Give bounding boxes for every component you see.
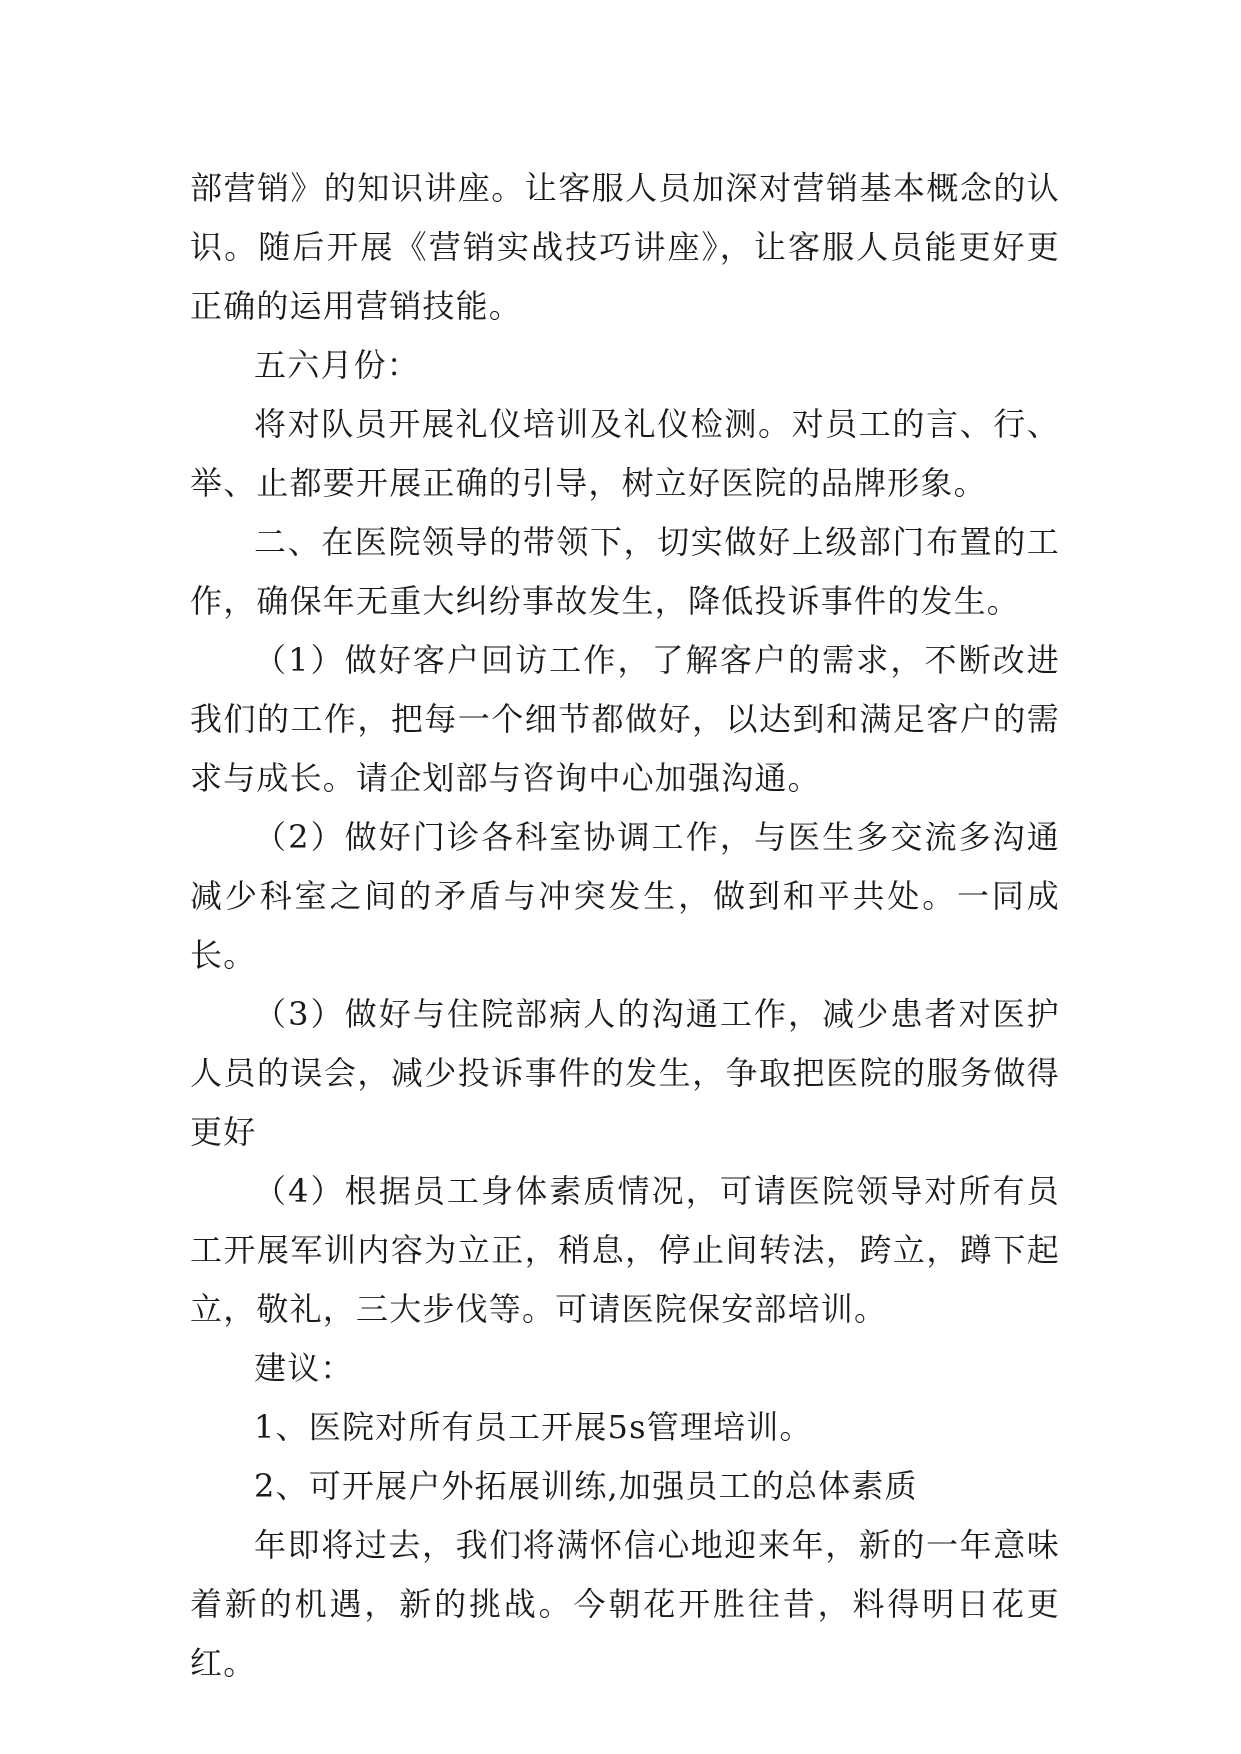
paragraph-item-1: （1）做好客户回访工作，了解客户的需求，不断改进我们的工作，把每一个细节都做好，以达到和满足客户的需求与成长。请企划部与咨询中心加强沟通。 — [190, 641, 1060, 797]
paragraph-item-2: （2）做好门诊各科室协调工作，与医生多交流多沟通减少科室之间的矛盾与冲突发生，做到和平共处。一同成长。 — [190, 818, 1060, 974]
paragraph-suggestions-heading: 建议： — [254, 1349, 354, 1387]
paragraph-marketing-lectures: 部营销》的知识讲座。让客服人员加深对营销基本概念的认识。随后开展《营销实战技巧讲座》，让客服人员能更好更正确的运用营销技能。 — [190, 169, 1060, 325]
paragraph-item-4: （4）根据员工身体素质情况，可请医院领导对所有员工开展军训内容为立正，稍息，停止间转法，跨立，蹲下起立，敬礼，三大步伐等。可请医院保安部培训。 — [190, 1172, 1060, 1328]
paragraph-suggestion-1: 1、医院对所有员工开展5s管理培训。 — [254, 1408, 813, 1446]
paragraph-closing: 年即将过去，我们将满怀信心地迎来年，新的一年意味着新的机遇，新的挑战。今朝花开胜往昔，料得明日花更红。 — [190, 1526, 1060, 1682]
paragraph-item-3: （3）做好与住院部病人的沟通工作，减少患者对医护人员的误会，减少投诉事件的发生，争取把医院的服务做得更好 — [190, 995, 1060, 1151]
paragraph-etiquette-training: 将对队员开展礼仪培训及礼仪检测。对员工的言、行、举、止都要开展正确的引导，树立好医院的品牌形象。 — [190, 405, 1060, 502]
paragraph-suggestion-2: 2、可开展户外拓展训练,加强员工的总体素质 — [254, 1467, 918, 1505]
paragraph-may-june-heading: 五六月份： — [254, 346, 421, 384]
document-body — [190, 159, 1060, 1693]
paragraph-section-two: 二、在医院领导的带领下，切实做好上级部门布置的工作，确保年无重大纠纷事故发生，降低投诉事件的发生。 — [190, 523, 1060, 620]
